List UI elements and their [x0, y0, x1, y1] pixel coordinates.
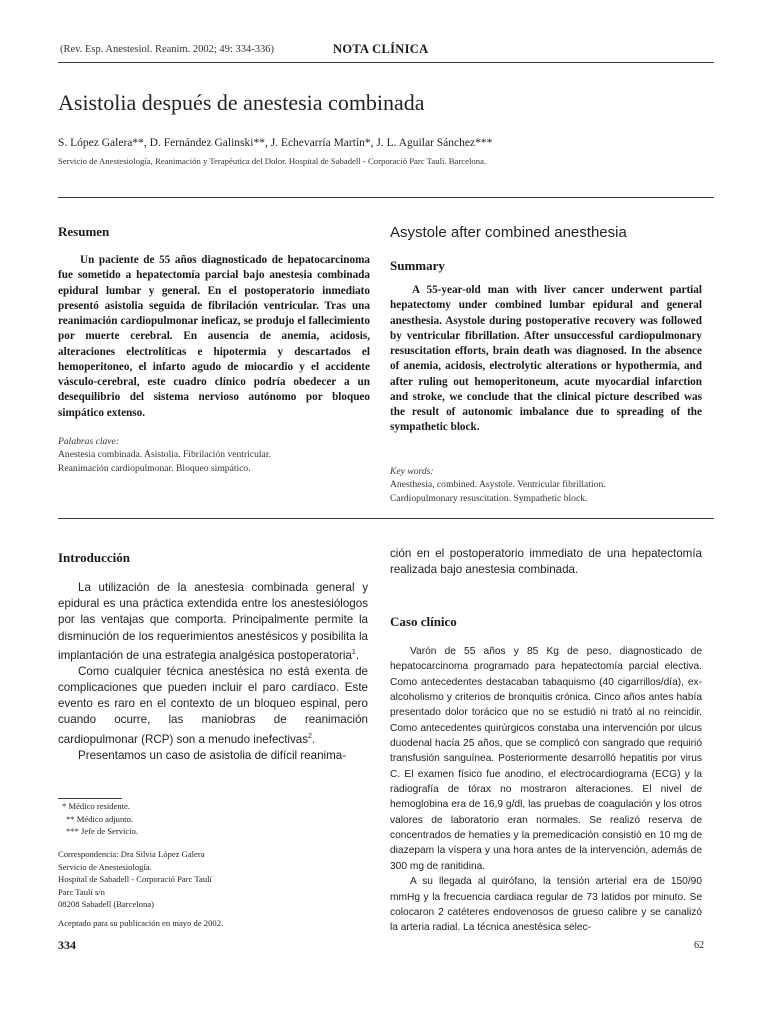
article-title: Asistolia después de anestesia combinada — [58, 90, 425, 115]
palabras-clave — [58, 436, 370, 475]
author-list: S. López Galera**, D. Fernández Galinski**, J. Echevarría Martín*, J. L. Aguilar Sánchez*** — [58, 137, 493, 149]
accepted-date: Aceptado para su publicación en mayo de 2002. — [58, 918, 224, 928]
introduccion-heading: Introducción — [58, 550, 130, 565]
footnote-adjunct: ** Médico adjunto. — [66, 813, 134, 824]
summary-heading: Summary — [390, 258, 445, 273]
staff-footnotes — [62, 800, 138, 838]
correspondence-line-4: Parc Taulí s/n — [58, 886, 105, 897]
footnote-resident: * Médico residente. — [62, 801, 131, 811]
page-number-right: 62 — [694, 940, 704, 951]
caso-paragraph-2: A su llegada al quirófano, la tensión arterial era de 150/90 mmHg y la frecuencia cardiaca regular de 73 latidos por minuto. Se colocaron 2 catéteres endovenosos de grueso calibre y se canalizó la arteria radial. La técnica anestésica selec- — [390, 876, 702, 934]
title-rule — [58, 197, 714, 198]
palabras-clave-line-2: Reanimación cardiopulmonar. Bloqueo simpático. — [58, 462, 251, 474]
abstract-rule — [58, 518, 714, 519]
correspondence — [58, 848, 212, 911]
intro-paragraph-3: Presentamos un caso de asistolia de difícil reanima- — [78, 748, 347, 762]
page-number-left: 334 — [58, 938, 76, 952]
caso-clinico-body — [390, 644, 702, 936]
section-label: NOTA CLÍNICA — [333, 42, 429, 56]
reference-1: 1 — [351, 648, 356, 656]
caso-paragraph-1: Varón de 55 años y 85 Kg de peso, diagnosticado de hepatocarcinoma programado para hepatectomía parcial electiva. Como antecedentes destacaban tabaquismo (40 cigarrillos/día), ex-alcoholismo y criterios de bronquitis crónica. Cinco años antes había presentado dolor torácico que no se estudió ni trató al no reincidir. Como antecedentes quirúrgicos constaba una intervención por ulcus duodenal hacía 25 años, que se complicó con sangrado que requirió transfusión sanguínea. Posteriormente desarrolló hepatitis por virus C. El examen físico fue anodino, el electrocardiograma (ECG) y la radiografía de tórax no mostraron alteraciones. El nivel de hemoglobina era de 16,9 g/dl, las pruebas de coagulación y los otros valores de laboratorio eran normales. Se realizó reserva de concentrados de hematíes y la premedicación consistió en 10 mg de diazepam la víspera y una hora antes de la intervención, además de 300 mg de ranitidina. — [390, 646, 702, 872]
resumen-heading: Resumen — [58, 224, 110, 239]
introduccion-continuation — [390, 546, 702, 578]
key-words-line-2: Cardiopulmonary resuscitation. Sympathetic block. — [390, 492, 588, 504]
intro-paragraph-3-continued: ción en el postoperatorio immediato de una hepatectomía realizada bajo anestesia combinada. — [390, 547, 702, 577]
footnote-rule — [58, 798, 122, 799]
intro-paragraph-1: La utilización de la anestesia combinada general y epidural es una práctica extendida entre los anestesiólogos por las ventajas que comporta. Principalmente permite la disminución de los requerimientos anestésicos y posibilita la implantación de una estrategia analgésica postoperatoria$^1$. — [58, 581, 368, 662]
correspondence-line-1: Correspondencia: Dra Silvia López Galera — [58, 849, 205, 859]
correspondence-line-5: 08208 Sabadell (Barcelona) — [58, 899, 154, 909]
key-words — [390, 466, 702, 505]
reference-2: 2 — [308, 732, 312, 740]
affiliation: Servicio de Anestesiología, Reanimación y Terapéutica del Dolor. Hospital de Sabadell - Corporació Parc Taulí. Barcelona. — [58, 156, 487, 166]
palabras-clave-line-1: Anestesia combinada. Asistolia. Fibrilación ventricular. — [58, 449, 271, 460]
intro-paragraph-2: Como cualquier técnica anestésica no está exenta de complicaciones que pueden incluir el paro cardíaco. Este evento es raro en el contexto de un bloqueo espinal, pero cuando ocurre, las maniobras de reanimación cardiopulmonar (RCP) son a menudo inefectivas$^2$. — [58, 664, 368, 746]
correspondence-line-3: Hospital de Sabadell - Corporació Parc Taulí — [58, 874, 212, 884]
key-words-line-1: Anesthesia, combined. Asystole. Ventricular fibrillation. — [390, 479, 606, 490]
key-words-title: Key words: — [390, 466, 434, 477]
caso-clinico-heading: Caso clínico — [390, 614, 457, 629]
summary-text: A 55-year-old man with liver cancer underwent partial hepatectomy under combined lumbar epidural and general anesthesia. Asystole during postoperative recovery was followed by ventricular fibrillation. After unsuccessful cardiopulmonary resuscitation efforts, brain death was diagnosed. In the absence of anemia, acidosis, electrolytic alterations or hypothermia, and after ruling out hemoperitoneum, acute myocardial infarction and stroke, we conclude that the clinical picture described was the result of autonomic imbalance due to spreading of the sympathetic block. — [390, 284, 702, 434]
resumen-text: Un paciente de 55 años diagnosticado de hepatocarcinoma fue sometido a hepatectomía parcial bajo anestesia combinada epidural lumbar y general. En el postoperatorio inmediato presentó asistolia seguida de fibrilación ventricular. Tras una reanimación cardiopulmonar ineficaz, se produjo el fallecimiento por muerte cerebral. En ausencia de anemia, acidosis, alteraciones electrolíticas e hipotermia y descartados el hemoperitoneo, el infarto agudo de miocardio y el accidente vásculo-cerebral, este cuadro clínico podría obedecer a un desequilibrio del sistema nervioso autónomo por bloqueo simpático extenso. — [58, 254, 370, 419]
footnote-head: *** Jefe de Servicio. — [66, 826, 139, 836]
summary-body — [390, 283, 702, 436]
resumen-body — [58, 253, 370, 421]
palabras-clave-title: Palabras clave: — [58, 436, 120, 447]
introduccion-body — [58, 580, 368, 764]
running-head: (Rev. Esp. Anestesiol. Reanim. 2002; 49: 334-336) — [60, 44, 274, 55]
header-rule — [58, 62, 714, 63]
english-title: Asystole after combined anesthesia — [390, 224, 627, 241]
correspondence-line-2: Servicio de Anestesiología. — [58, 861, 152, 872]
